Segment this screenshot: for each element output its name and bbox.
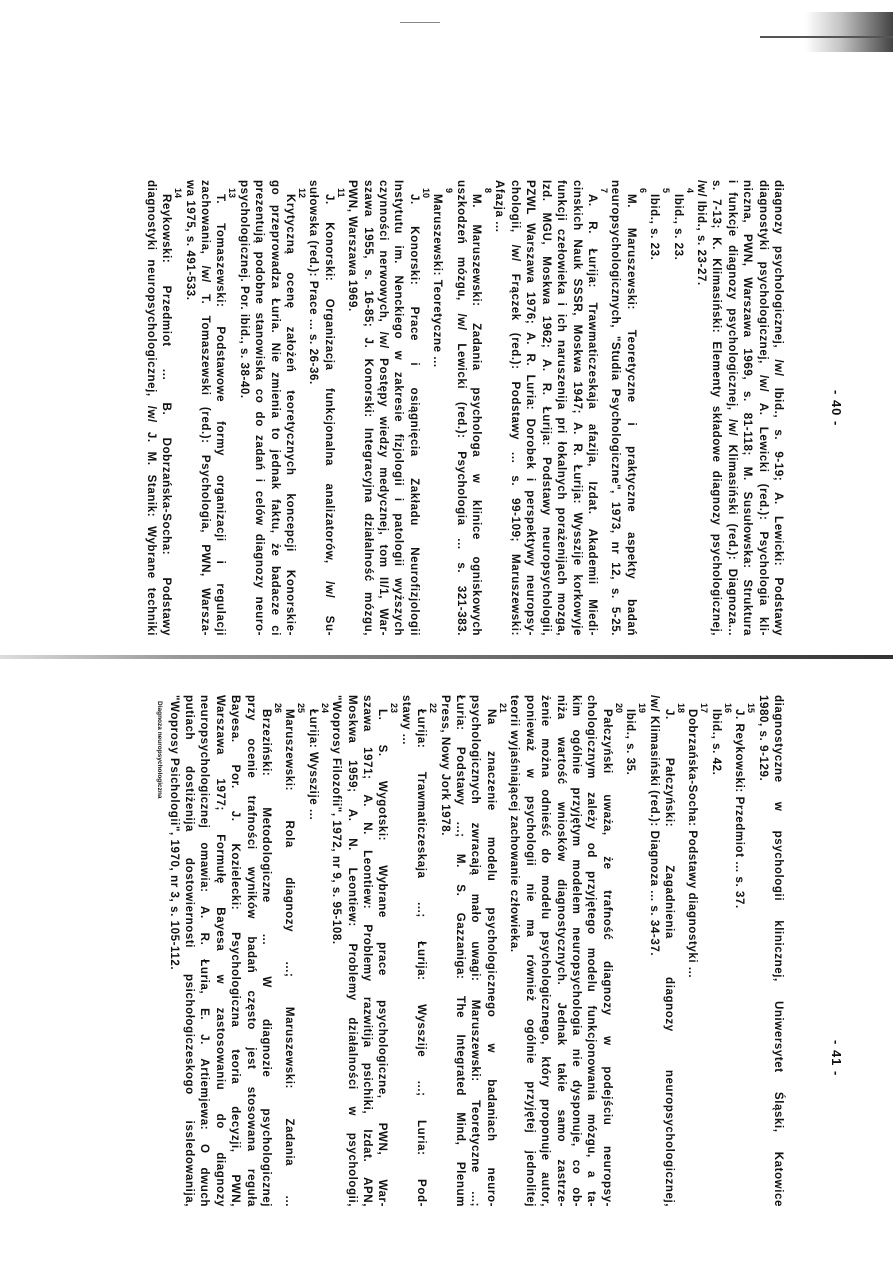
text-line: przy ocenie trafności wyników badań często jest stosowana reguła	[244, 695, 258, 1207]
text-line: Instytutu im. Nenckiego w zakresie fizjologii i patologii wyższych	[392, 180, 406, 636]
page-number: - 41 -	[829, 1040, 844, 1077]
text-line: Izd. MGU, Moskwa 1962; A. R. Łurija: Podstawy neuropsychologii,	[539, 180, 553, 636]
text-line: diagnostyki neuropsychologicznej, /w/ J. M. Stanik: Wybrane techniki	[144, 180, 158, 636]
footnote-number: 4	[684, 188, 695, 194]
text-line: "Woprosy Psichologii", 1970, nr 3, s. 105-112.	[167, 695, 181, 971]
footnote-number: 23	[389, 703, 400, 714]
text-line: Brzeziński: Metodologiczne ... W diagnozie psychologicznej	[260, 709, 274, 1207]
text-line: wa 1975, s. 491-533.	[183, 180, 197, 301]
page-number: - 40 -	[829, 390, 844, 427]
text-line: Ibid., s. 23.	[671, 194, 685, 261]
text-line: Afazja ...	[493, 180, 507, 233]
footnote-number: 7	[598, 188, 609, 194]
footnote-number: 20	[613, 703, 624, 714]
footnote-number: 6	[637, 188, 648, 194]
text-line: diagnostyki psychologicznej, /w/ A. Lewicki (red.): Psychologia kli-	[756, 180, 770, 636]
text-line: Dobrzańska-Socha: Podstawy diagnostyki ...	[686, 709, 700, 979]
text-line: prezentują podobne stanowiska co do zadań i celów diagnozy neuro-	[253, 180, 267, 636]
running-footer: Diagnoza neuropsychologiczna	[156, 701, 164, 799]
text-line: ponieważ w psychologii nie ma również ogólnie przyjętej jednolitej	[523, 695, 537, 1207]
scan-artifact-dash	[400, 22, 440, 23]
text-line: Na znaczenie modelu psychologicznego w badaniach neuro-	[484, 709, 498, 1207]
text-line: neuropsychologicznej omawia: A. R. Łuria, E. J. Artiemjewa: O dwuch	[198, 695, 212, 1207]
text-line: psychologicznej. Por. ibid., s. 38-40.	[237, 180, 251, 399]
text-line: 1980, s. 9-129.	[756, 695, 770, 782]
text-line: PZWL Warszawa 1976; A. R. Luria: Dorobek i perspektywy neuropsy-	[524, 180, 538, 636]
page-fold-divider	[0, 655, 893, 659]
text-line: Ibid., s. 23.	[648, 194, 662, 261]
text-line: szawa 1971; A. N. Leontiew: Problemy razwitija psichiki, Izdat. APN,	[361, 695, 375, 1207]
text-line: chologicznym zależy od przyjętego modelu funkcjonowania mózgu, a ta-	[585, 695, 599, 1207]
text-line: A. R. Łurija: Trawmaticzeskaja afazija, Izdat. Akademii Miedi-	[585, 194, 599, 636]
text-line: Warszawa 1977; Formułę Bayesa w zastosowaniu do diagnozy	[213, 695, 227, 1207]
text-line: żenie można odnieść do modelu psychologicznego, który proponuje autor,	[539, 695, 553, 1207]
text-line: Ibid., s. 42.	[709, 709, 723, 776]
text-line: funkcji czełowieka i ich naruszenija pri łokalnych porażenijach mozga,	[555, 180, 569, 636]
text-line: /w/ Ibid., s. 23-27.	[694, 180, 708, 286]
page-40	[82, 180, 852, 636]
page-41	[82, 695, 852, 1207]
text-line: teorii wyjaśniającej zachowanie człowieka.	[508, 695, 522, 953]
text-line: cinskich Nauk SSSR, Moskwa 1947; A. R. Łurija: Wysszije korkowyje	[570, 180, 584, 636]
footnote-number: 11	[335, 188, 346, 198]
text-line: stawy ...	[399, 695, 413, 746]
text-line: putiach dostiżenija dostowiernosti psichołogiczeskogo issledowanija,	[183, 695, 196, 1207]
text-line: Maruszewski: Rola diagnozy ...; Maruszewski: Zadania ...	[283, 709, 297, 1207]
text-line: s. 7-13; K. Klimasiński: Elementy składowe diagnozy psychologicznej,	[710, 180, 724, 636]
text-line: J. Pałczyński: Zagadnienia diagnozy neuropsychologicznej,	[662, 709, 676, 1207]
text-line: Krytyczną ocenę założeń teoretycznych koncepcji Konorskie-	[284, 194, 298, 636]
text-line: Pałczyński uważa, że trafność diagnozy w podejściu neuropsy-	[600, 709, 614, 1207]
footnote-number: 19	[637, 703, 648, 714]
footnote-number: 21	[497, 703, 508, 714]
text-line: M. Maruszewski: Zadania psychologa w klinice ogniskowych	[470, 194, 484, 636]
footnote-number: 16	[722, 703, 733, 714]
text-line: Łurija: Wysszije ...	[306, 709, 320, 821]
footnote-number: 12	[297, 188, 308, 199]
text-line: L. S. Wygotski: Wybrane prace psychologiczne, PWN, War-	[376, 709, 390, 1207]
footnote-number: 17	[699, 703, 710, 714]
text-line: PWN, Warszawa 1969.	[346, 180, 360, 312]
text-line: kim ogólnie przyjętym modelem neuropsychologia nie dysponuje, co ob-	[569, 695, 583, 1207]
scan-artifact-streak	[805, 12, 893, 52]
text-line: J. Konorski: Organizacja funkcjonalna analizatorów, /w/ Su-	[322, 194, 336, 636]
scan-artifact-line	[760, 36, 893, 38]
text-line: Bayesa. Por. J. Kozielecki: Psychologiczna teoria decyzji, PWN,	[229, 695, 243, 1207]
text-line: sułowska (red.): Prace ... s. 26-36.	[307, 180, 321, 385]
text-line: szawa 1955, s. 16-85; J. Konorski: Integracyjna działalność mózgu,	[361, 180, 375, 636]
text-line: chologii, /w/ Frączek (red.): Podstawy ... s. 99-109; Maruszewski:	[508, 180, 522, 636]
text-line: zachowania, /w/ T. Tomaszewski (red.): Psychologia, PWN, Warsza-	[199, 180, 212, 636]
footnote-number: 14	[173, 188, 184, 199]
text-line: "Woprosy Filozofii", 1972, nr 9, s. 95-108.	[330, 695, 344, 945]
text-line: Press, Nowy Jork 1978.	[438, 695, 452, 836]
text-line: Ibid., s. 35.	[624, 709, 638, 776]
text-line: czynności nerwowych, /w/ Postępy wiedzy medycznej, tom II/1, War-	[377, 180, 391, 636]
footnote-number: 25	[296, 703, 307, 714]
text-line: diagnostyczne w psychologii klinicznej, Uniwersytet Śląski, Katowice	[772, 695, 785, 1207]
text-line: uszkodzeń mózgu, /w/ Lewicki (red.): Psychologia ... s. 321-383.	[454, 180, 468, 636]
footnote-number: 18	[675, 703, 686, 714]
text-line: niczna, PWN, Warszawa 1969, s. 81-118; M. Susułowska: Struktura	[741, 180, 755, 636]
text-line: /w/ Klimasiński (red.): Diagnoza ... s. 34-37.	[647, 695, 661, 957]
text-line: Łurija: Trawmaticzeskaja ...; Łurija: Wysszije ...; Luria: Pod-	[415, 709, 429, 1207]
text-line: psychologicznych zwracają mało uwagi: Maruszewski: Teoretyczne ...;	[469, 695, 483, 1207]
footnote-number: 15	[746, 703, 757, 714]
footnote-number: 5	[661, 188, 672, 194]
footnote-number: 24	[319, 703, 330, 714]
footnotes-body	[143, 180, 786, 636]
text-line: go przeprowadza Łuria. Nie zmienia to jednak faktu, że badacze ci	[268, 180, 282, 636]
text-line: M. Maruszewski: Teoretyczne i praktyczne aspekty badań	[624, 194, 638, 636]
footnote-number: 8	[483, 188, 494, 194]
footnote-number: 26	[273, 703, 284, 714]
text-line: niża wartość wniosków diagnostycznych. Jednak takie samo zastrze-	[554, 695, 568, 1207]
text-line: neuropsychologicznych, "Studia Psychologiczne", 1973, nr 12, s. 5-25.	[609, 180, 623, 636]
text-line: diagnozy psychologicznej, /w/ Ibid., s. 9-19; A. Lewicki: Podstawy	[772, 180, 785, 636]
text-line: J. Reykowski: Przedmiot ... s. 37.	[733, 709, 747, 909]
footnote-number: 22	[428, 703, 439, 714]
text-line: Maruszewski: Teoretyczne ...	[431, 194, 445, 368]
footnote-number: 10	[420, 188, 431, 199]
footnote-number: 9	[444, 188, 455, 194]
text-line: Reykowski: Przedmiot ... B. Dobrzańska-Socha: Podstawy	[160, 194, 174, 636]
text-line: Moskwa 1959; A. N. Leontiew: Problemy działalności w psychologii,	[345, 695, 359, 1207]
footnote-number: 13	[227, 188, 238, 199]
text-line: J. Konorski: Prace i osiągnięcia Zakładu Neurofizjologii	[407, 194, 421, 636]
footnotes-body	[154, 695, 786, 1207]
text-line: i funkcje diagnozy psychologicznej, /w/ Klimasiński (red.): Diagnoza...	[725, 180, 739, 636]
text-line: T. Tomaszewski: Podstawowe formy organizacji i regulacji	[214, 194, 228, 636]
text-line: Łuria: Podstawy ...; M. S. Gazzaniga: The Integrated Mind, Plenum	[454, 695, 468, 1207]
